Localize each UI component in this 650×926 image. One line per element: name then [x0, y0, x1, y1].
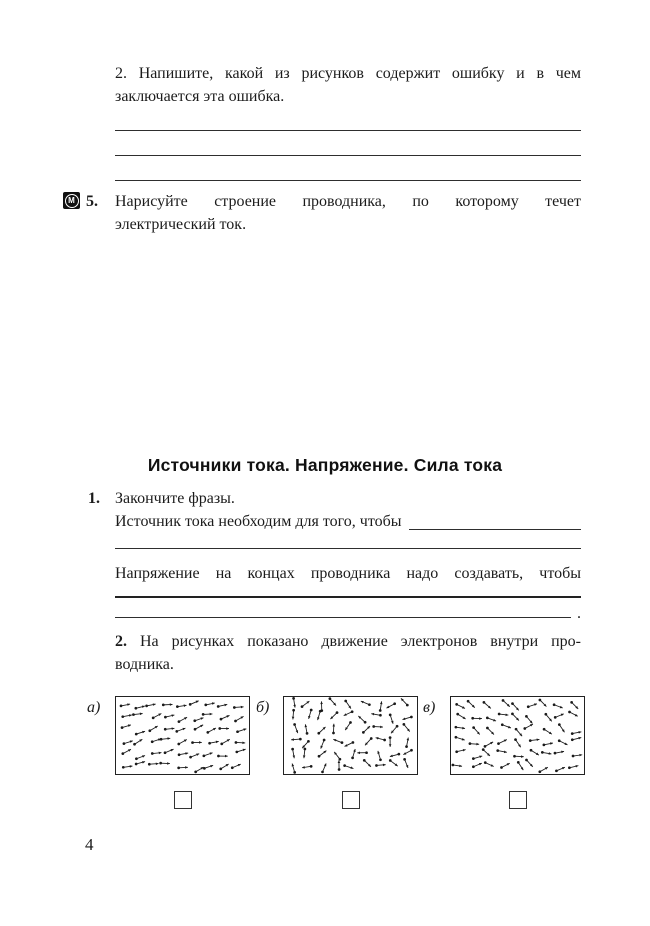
section-heading: Источники тока. Напряжение. Сила тока	[147, 455, 503, 475]
writing-line[interactable]	[115, 596, 581, 598]
exercise-text-line: электрический ток.	[115, 216, 247, 233]
answer-blank[interactable]	[409, 529, 581, 530]
exercise-number: 5.	[86, 193, 98, 210]
figure-label-v: в)	[423, 699, 436, 716]
exercise-number: 2.	[115, 633, 127, 650]
writing-line[interactable]	[115, 180, 581, 181]
method-marker-icon	[63, 192, 80, 209]
exercise-number: 1.	[88, 490, 100, 507]
fill-in-phrase-2: Напряжение на концах проводника надо создавать, чтобы	[115, 565, 581, 582]
exercise-text-line: Нарисуйте строение проводника, по которому течет	[115, 193, 581, 210]
exercise-text-line: водника.	[115, 656, 174, 673]
exercise-text-line: Напишите, какой из рисунков содержит ошибку и в чем	[138, 65, 581, 82]
answer-blank[interactable]	[115, 617, 571, 618]
phrase-text: Источник тока необходим для того, чтобы	[115, 513, 402, 530]
figure-label-b: б)	[256, 699, 270, 716]
exercise-5-prompt	[115, 190, 581, 236]
exercise-2-prompt	[115, 62, 581, 108]
writing-line[interactable]	[115, 548, 581, 549]
exercise-text-line: На рисунках показано движение электронов внутри про-	[139, 633, 582, 650]
answer-checkbox-v[interactable]	[509, 791, 527, 809]
exercise-number: 2.	[115, 65, 127, 82]
writing-line-with-period	[115, 604, 581, 622]
electron-motion-figure-v	[450, 696, 585, 775]
page-number: 4	[85, 835, 94, 854]
figure-label-a: а)	[87, 699, 101, 716]
answer-checkbox-b[interactable]	[342, 791, 360, 809]
sentence-period: .	[577, 605, 581, 622]
exercise-text-line: заключается эта ошибка.	[115, 88, 285, 105]
fill-in-phrase-1	[115, 510, 581, 533]
writing-line[interactable]	[115, 130, 581, 131]
electron-motion-figure-b	[283, 696, 418, 775]
exercise-2b-prompt	[115, 630, 581, 676]
writing-line[interactable]	[115, 155, 581, 156]
method-marker-letter: М	[65, 194, 79, 208]
electron-motion-figure-a	[115, 696, 250, 775]
exercise-1-intro: Закончите фразы.	[115, 490, 235, 507]
answer-checkbox-a[interactable]	[174, 791, 192, 809]
